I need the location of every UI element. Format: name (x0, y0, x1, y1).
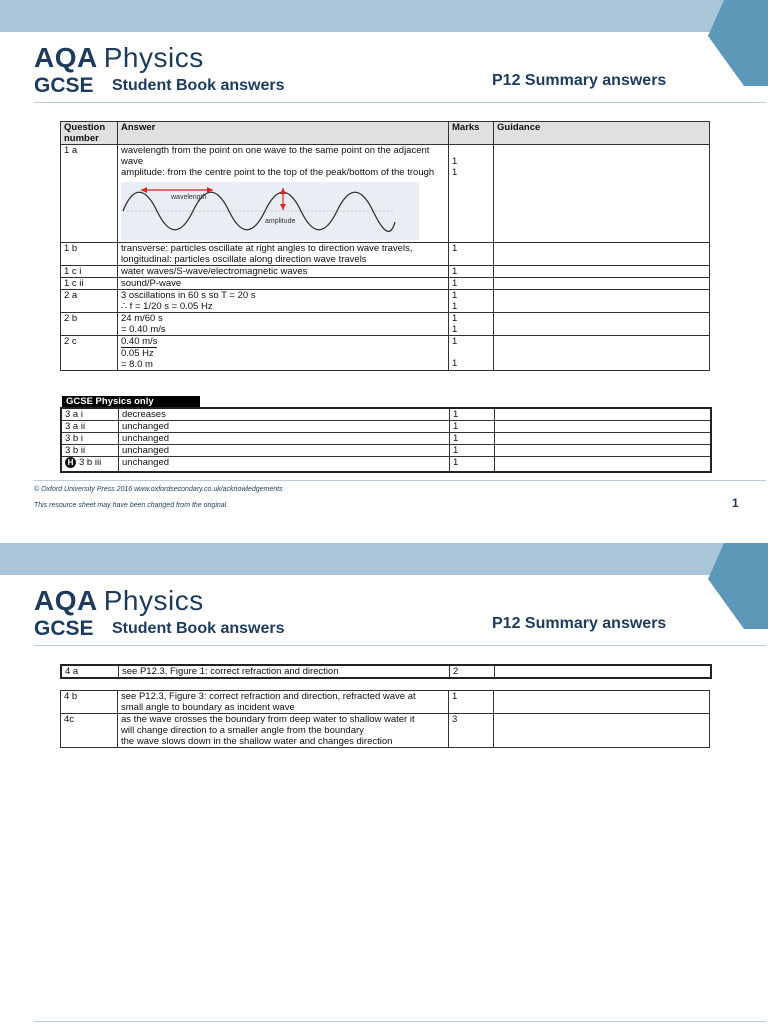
question-cell: 4c (61, 714, 118, 748)
corner-decoration (704, 543, 768, 629)
higher-tier-icon: H (65, 457, 76, 468)
answer-cell: unchanged (119, 433, 450, 445)
marks-cell (449, 313, 494, 336)
marks-cell: 1 (449, 266, 494, 278)
answer-cell (118, 290, 449, 313)
resource-note: This resource sheet may have been changed from the original. (34, 502, 229, 509)
answer-cell (118, 243, 449, 266)
answer-cell (118, 313, 449, 336)
header-question: Question number (61, 122, 118, 145)
table-row (61, 145, 710, 243)
table-row (61, 266, 710, 278)
answer-cell: sound/P-wave (118, 278, 449, 290)
guidance-cell (494, 336, 710, 371)
question-cell: 1 c i (61, 266, 118, 278)
question-cell: 4 b (61, 691, 118, 714)
table-row (61, 421, 711, 433)
table-row (61, 290, 710, 313)
guidance-cell (494, 266, 710, 278)
answer-cell (118, 691, 449, 714)
corner-decoration (704, 0, 768, 86)
table-row (61, 445, 711, 457)
answer-line: wavelength from the point on one wave to the same point on the adjacent wave (121, 145, 430, 167)
guidance-cell (494, 313, 710, 336)
answer-line: 24 m/60 s (121, 313, 163, 324)
marks-cell: 1 (449, 243, 494, 266)
guidance-cell (494, 243, 710, 266)
answer-line: longitudinal: particles oscillate along direction wave travels (121, 254, 367, 265)
marks-cell: 1 (449, 278, 494, 290)
marks-cell: 1 (450, 408, 495, 421)
wave-diagram (121, 182, 419, 240)
guidance-cell (495, 408, 712, 421)
answer-cell: see P12.3, Figure 1: correct refraction and direction (119, 665, 450, 678)
table-row (61, 408, 711, 421)
answer-line: will change direction to a smaller angle from the boundary (121, 725, 364, 736)
question-cell: 4 a (61, 665, 119, 678)
guidance-cell (495, 433, 712, 445)
answer-cell: decreases (119, 408, 450, 421)
guidance-cell (494, 691, 710, 714)
marks-cell: 1 (450, 457, 495, 472)
header-band (0, 0, 768, 32)
question-cell: 3 a i (61, 408, 119, 421)
table-row (61, 457, 711, 472)
table-row (61, 313, 710, 336)
marks-cell: 1 (450, 433, 495, 445)
table-row (61, 278, 710, 290)
question-cell: 1 a (61, 145, 118, 243)
table-row (61, 714, 710, 748)
question-cell: 3 a ii (61, 421, 119, 433)
answer-cell: unchanged (119, 445, 450, 457)
gcse-logo: GCSE (34, 74, 94, 97)
question-cell (61, 457, 119, 472)
guidance-cell (495, 445, 712, 457)
question-cell: 2 b (61, 313, 118, 336)
mark-value: 1 (452, 301, 458, 312)
marks-cell: 1 (450, 421, 495, 433)
mark-value: 1 (452, 324, 458, 335)
marks-cell (449, 145, 494, 243)
header-divider (34, 645, 766, 646)
marks-cell (449, 336, 494, 371)
wavelength-label: wavelength (171, 194, 207, 201)
marks-cell: 3 (449, 714, 494, 748)
marks-cell: 1 (450, 445, 495, 457)
answers-table-1 (60, 121, 710, 371)
question-cell: 3 b ii (61, 445, 119, 457)
answer-cell: unchanged (119, 421, 450, 433)
answer-line: amplitude: from the centre point to the top of the peak/bottom of the trough (121, 167, 435, 178)
header-answer: Answer (118, 122, 449, 145)
question-cell: 2 c (61, 336, 118, 371)
answer-line: = 8.0 m (121, 359, 153, 370)
question-cell: 3 b i (61, 433, 119, 445)
guidance-cell (494, 145, 710, 243)
question-cell: 1 b (61, 243, 118, 266)
guidance-cell (495, 421, 712, 433)
question-cell: 1 c ii (61, 278, 118, 290)
answer-line: small angle to boundary as incident wave (121, 702, 295, 713)
mark-value: 1 (452, 156, 458, 167)
header-marks: Marks (449, 122, 494, 145)
amplitude-label: amplitude (265, 218, 296, 225)
footer-divider (34, 1021, 766, 1022)
answer-cell: unchanged (119, 457, 450, 472)
answer-line: the wave slows down in the shallow water and changes direction (121, 736, 393, 747)
copyright-text: © Oxford University Press 2016 www.oxfordsecondary.co.uk/acknowledgements (34, 486, 283, 493)
answer-cell (118, 714, 449, 748)
header-divider (34, 102, 766, 103)
mark-value: 1 (452, 167, 458, 178)
aqa-logo: AQA Physics (34, 585, 204, 616)
table-row (61, 665, 711, 678)
marks-cell: 2 (450, 665, 495, 678)
guidance-cell (494, 278, 710, 290)
guidance-cell (495, 457, 712, 472)
table-header-row (61, 122, 710, 145)
fraction-numerator: 0.40 m/s (121, 336, 158, 347)
mark-value: 1 (452, 290, 458, 301)
page-2 (0, 543, 768, 1024)
table-row (61, 691, 710, 714)
answer-line: ∴ f = 1/20 s = 0.05 Hz (121, 301, 213, 312)
page-number: 1 (732, 496, 739, 510)
gcse-physics-only-label: GCSE Physics only (62, 396, 200, 407)
answer-line: 3 oscillations in 60 s so T = 20 s (121, 290, 256, 301)
table-row (61, 433, 711, 445)
book-title: Student Book answers (112, 77, 285, 94)
aqa-logo: AQA Physics (34, 42, 204, 73)
answer-line: see P12.3, Figure 3: correct refraction and direction, refracted wave at (121, 691, 416, 702)
answer-line: as the wave crosses the boundary from deep water to shallow water it (121, 714, 415, 725)
mark-value: 1 (452, 336, 458, 347)
guidance-cell (495, 665, 712, 678)
book-title: Student Book answers (112, 620, 285, 637)
answer-line: = 0.40 m/s (121, 324, 166, 335)
header-band (0, 543, 768, 575)
marks-cell (449, 290, 494, 313)
answer-cell (118, 145, 449, 243)
gcse-logo: GCSE (34, 617, 94, 640)
guidance-cell (494, 290, 710, 313)
mark-value: 1 (452, 313, 458, 324)
table-row (61, 243, 710, 266)
answer-line: transverse: particles oscillate at right angles to direction wave travels, (121, 243, 413, 254)
question-cell: 2 a (61, 290, 118, 313)
summary-title: P12 Summary answers (492, 615, 667, 632)
guidance-cell (494, 714, 710, 748)
answers-table-3 (60, 664, 712, 679)
mark-value: 1 (452, 358, 458, 369)
summary-title: P12 Summary answers (492, 72, 667, 89)
footer-divider (34, 480, 766, 481)
marks-cell: 1 (449, 691, 494, 714)
answer-cell: water waves/S-wave/electromagnetic waves (118, 266, 449, 278)
table-row (61, 336, 710, 371)
answers-table-4 (60, 690, 710, 748)
fraction-denominator: 0.05 Hz (121, 348, 154, 359)
header-guidance: Guidance (494, 122, 710, 145)
answers-table-2 (60, 407, 712, 473)
answer-cell (118, 336, 449, 371)
question-label: 3 b iii (79, 457, 102, 469)
